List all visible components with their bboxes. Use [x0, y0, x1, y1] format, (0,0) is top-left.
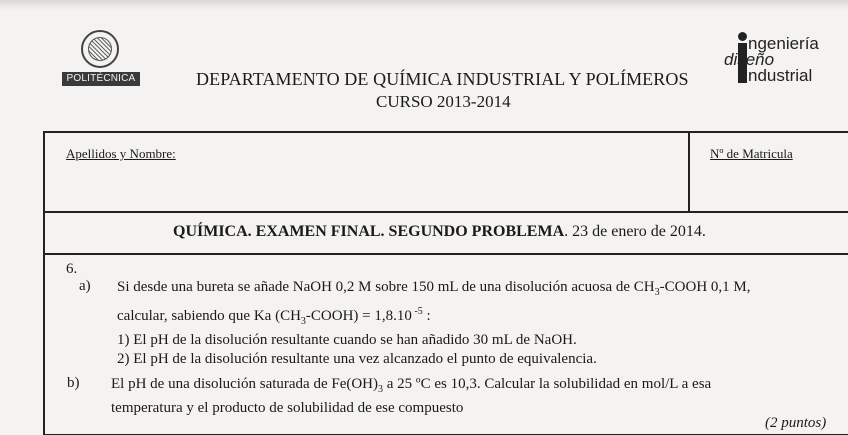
part-a-label: a)	[79, 278, 91, 294]
logo-dot-icon	[738, 32, 747, 41]
department-title: DEPARTAMENTO DE QUÍMICA INDUSTRIAL Y POLÍMEROS	[196, 69, 689, 89]
id-field-label: Nº de Matricula	[710, 146, 793, 161]
divider	[688, 133, 690, 213]
exam-title	[173, 223, 706, 241]
part-a-item1: 1) El pH de la disolución resultante cuando se han añadido 30 mL de NaOH.	[117, 332, 577, 348]
exam-title-bold: QUÍMICA. EXAMEN FINAL. SEGUNDO PROBLEMA	[173, 223, 565, 240]
exam-form	[43, 131, 848, 435]
exam-date: . 23 de enero de 2014.	[564, 223, 706, 240]
ingenieria-diseno-logo	[720, 30, 840, 92]
upm-logo	[62, 30, 140, 86]
institution-name: POLITÉCNICA	[62, 72, 140, 86]
name-field-label: Apellidos y Nombre:	[66, 146, 176, 161]
part-b-line1: El pH de una disolución saturada de $Fe(OH)_3$ a 25 ºC es 10,3. Calcular la solubilidad en mol/L a esa	[111, 376, 712, 395]
part-a-item2: 2) El pH de la disolución resultante una vez alcanzado el punto de equivalencia.	[117, 351, 597, 367]
student-info-row	[45, 133, 848, 213]
scan-edge	[0, 0, 848, 10]
part-b-label: b)	[67, 375, 80, 391]
part-b-text	[111, 375, 841, 418]
upm-seal-icon	[81, 30, 119, 68]
part-a-text	[117, 278, 837, 369]
problem-number: 6.	[66, 261, 78, 277]
logo-line1: ngeniería	[748, 34, 819, 53]
part-a-line1: Si desde una bureta se añade NaOH 0,2 M sobre 150 mL de una disolución acuosa de $CH_3$-COOH 0,1 M,	[117, 279, 751, 298]
part-b-line2: temperatura y el producto de solubilidad de ese compuesto	[111, 400, 464, 416]
points-label: (2 puntos)	[765, 415, 827, 431]
logo-line2: diseño	[724, 50, 775, 69]
exam-title-row	[45, 213, 848, 255]
logo-line3: ndustrial	[748, 66, 813, 85]
course-year: CURSO 2013-2014	[376, 92, 511, 111]
problem-body	[45, 257, 848, 435]
part-a-line2: calcular, sabiendo que Ka $(CH_3-COOH) = 1,8.10$ $^{-5}$ :	[117, 306, 431, 327]
